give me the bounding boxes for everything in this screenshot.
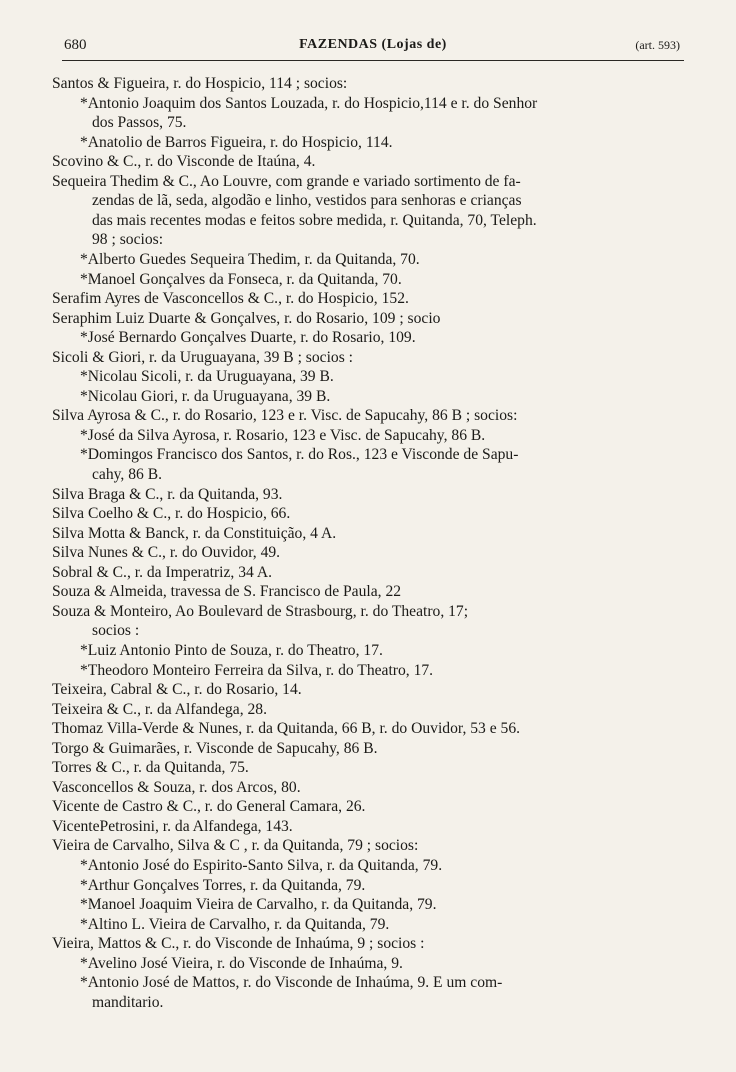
directory-line: *Luiz Antonio Pinto de Souza, r. do Theatro, 17. bbox=[80, 641, 383, 659]
directory-line: *Manoel Gonçalves da Fonseca, r. da Quitanda, 70. bbox=[80, 270, 402, 288]
directory-line: *José da Silva Ayrosa, r. Rosario, 123 e Visc. de Sapucahy, 86 B. bbox=[80, 426, 486, 444]
page-title: FAZENDAS (Lojas de) bbox=[299, 37, 447, 52]
directory-line: *Avelino José Vieira, r. do Visconde de Inhaúma, 9. bbox=[80, 954, 403, 972]
page-header bbox=[62, 36, 684, 61]
directory-line: Vasconcellos & Souza, r. dos Arcos, 80. bbox=[52, 778, 301, 796]
directory-line: Santos & Figueira, r. do Hospicio, 114 ; socios: bbox=[52, 75, 348, 92]
page-number: 680 bbox=[64, 37, 87, 53]
directory-line: *Alberto Guedes Sequeira Thedim, r. da Quitanda, 70. bbox=[80, 250, 420, 268]
directory-line: Teixeira & C., r. da Alfandega, 28. bbox=[52, 700, 267, 718]
directory-line: *Manoel Joaquim Vieira de Carvalho, r. da Quitanda, 79. bbox=[80, 896, 437, 914]
directory-line: Torgo & Guimarães, r. Visconde de Sapucahy, 86 B. bbox=[52, 739, 378, 757]
directory-line: socios : bbox=[92, 622, 140, 640]
directory-line: Sobral & C., r. da Imperatriz, 34 A. bbox=[52, 563, 273, 581]
directory-line: Vieira, Mattos & C., r. do Visconde de Inhaúma, 9 ; socios : bbox=[52, 935, 425, 953]
directory-line: Vicente de Castro & C., r. do General Camara, 26. bbox=[52, 798, 366, 816]
directory-line: cahy, 86 B. bbox=[92, 466, 163, 483]
directory-line: *Antonio José de Mattos, r. do Visconde de Inhaúma, 9. E um com- bbox=[80, 974, 503, 992]
directory-line: Torres & C., r. da Quitanda, 75. bbox=[52, 759, 249, 777]
directory-line: Silva Braga & C., r. da Quitanda, 93. bbox=[52, 485, 283, 503]
directory-line: *Arthur Gonçalves Torres, r. da Quitanda, 79. bbox=[80, 876, 366, 894]
directory-line: Sequeira Thedim & C., Ao Louvre, com grande e variado sortimento de fa- bbox=[52, 172, 521, 190]
directory-line: *Theodoro Monteiro Ferreira da Silva, r. do Theatro, 17. bbox=[80, 661, 434, 679]
article-reference: (art. 593) bbox=[635, 38, 680, 52]
directory-line: Seraphim Luiz Duarte & Gonçalves, r. do Rosario, 109 ; socio bbox=[52, 309, 441, 327]
directory-line: *José Bernardo Gonçalves Duarte, r. do Rosario, 109. bbox=[80, 329, 416, 347]
directory-line: *Nicolau Sicoli, r. da Uruguayana, 39 B. bbox=[80, 368, 334, 386]
directory-line: *Domingos Francisco dos Santos, r. do Ros., 123 e Visconde de Sapu- bbox=[80, 446, 519, 464]
directory-line: Silva Motta & Banck, r. da Constituição, 4 A. bbox=[52, 524, 337, 542]
directory-line: Silva Coelho & C., r. do Hospicio, 66. bbox=[52, 505, 291, 523]
directory-line: Teixeira, Cabral & C., r. do Rosario, 14. bbox=[52, 681, 302, 699]
directory-line: *Antonio José do Espirito-Santo Silva, r. da Quitanda, 79. bbox=[80, 857, 443, 874]
directory-line: Souza & Almeida, travessa de S. Francisco de Paula, 22 bbox=[52, 583, 402, 601]
directory-line: VicentePetrosini, r. da Alfandega, 143. bbox=[52, 817, 293, 835]
directory-line: Scovino & C., r. do Visconde de Itaúna, 4. bbox=[52, 153, 316, 171]
directory-line: Silva Ayrosa & C., r. do Rosario, 123 e r. Visc. de Sapucahy, 86 B ; socios: bbox=[52, 407, 518, 425]
directory-line: Souza & Monteiro, Ao Boulevard de Strasbourg, r. do Theatro, 17; bbox=[52, 602, 469, 620]
directory-line: Thomaz Villa-Verde & Nunes, r. da Quitanda, 66 B, r. do Ouvidor, 53 e 56. bbox=[52, 720, 521, 738]
directory-line: zendas de lã, seda, algodão e linho, vestidos para senhoras e crianças bbox=[92, 192, 522, 210]
directory-line: 98 ; socios: bbox=[92, 231, 164, 249]
directory-line: dos Passos, 75. bbox=[92, 114, 187, 132]
directory-line: *Antonio Joaquim dos Santos Louzada, r. do Hospicio,114 e r. do Senhor bbox=[80, 94, 538, 112]
directory-line: *Altino L. Vieira de Carvalho, r. da Quitanda, 79. bbox=[80, 915, 390, 933]
directory-line: Serafim Ayres de Vasconcellos & C., r. do Hospicio, 152. bbox=[52, 290, 409, 308]
directory-line: manditario. bbox=[92, 993, 164, 1011]
directory-line: Silva Nunes & C., r. do Ouvidor, 49. bbox=[52, 544, 281, 562]
directory-line: Sicoli & Giori, r. da Uruguayana, 39 B ; socios : bbox=[52, 348, 354, 366]
directory-line: Vieira de Carvalho, Silva & C , r. da Quitanda, 79 ; socios: bbox=[52, 837, 419, 855]
directory-line: *Nicolau Giori, r. da Uruguayana, 39 B. bbox=[80, 387, 331, 405]
directory-line: das mais recentes modas e feitos sobre medida, r. Quitanda, 70, Teleph. bbox=[92, 211, 537, 229]
directory-line: *Anatolio de Barros Figueira, r. do Hospicio, 114. bbox=[80, 133, 393, 151]
